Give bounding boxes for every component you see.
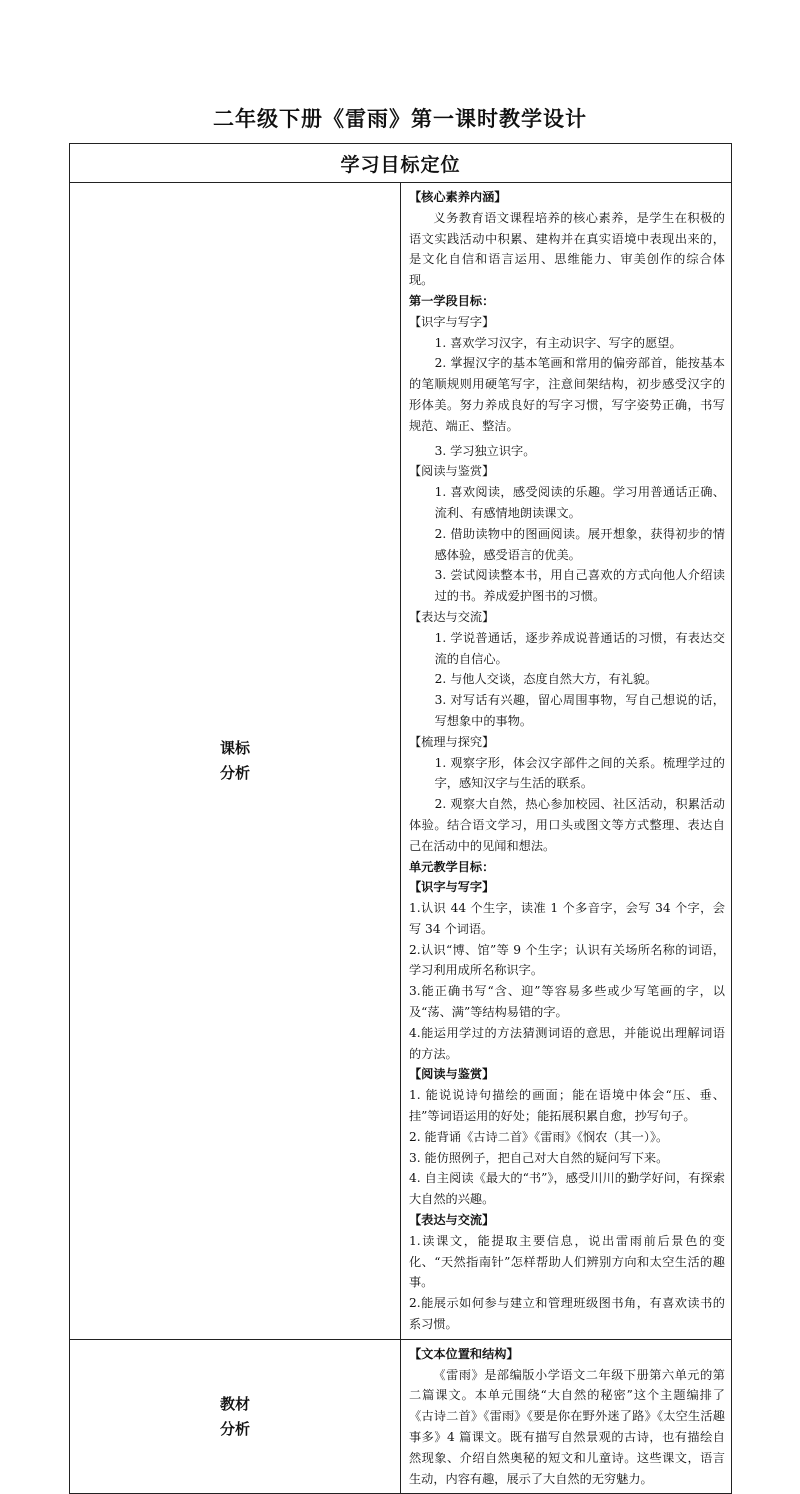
literacy-heading: 【识字与写字】: [409, 314, 495, 329]
material-analysis-row: [70, 1339, 732, 1494]
document-title: 二年级下册《雷雨》第一课时教学设计: [213, 107, 587, 131]
reading-heading: 【阅读与鉴赏】: [409, 464, 495, 479]
label-line: 分析: [219, 763, 250, 782]
explore-heading: 【梳理与探究】: [409, 734, 495, 749]
material-analysis-content: [401, 1339, 732, 1494]
literacy-item: 3. 学习独立识字。: [434, 443, 536, 458]
text-position-text: 《雷雨》是部编版小学语文二年级下册第六单元的第二篇课文。本单元围绕“大自然的秘密”这个主题编排了《古诗二首》《雷雨》《要是你在野外迷了路》《太空生活趣事多》4 篇课文。既有描写自然景观的古诗，也有描绘自然现象、介绍自然奥秘的短文和儿童诗。这些课文，语言生动，内容有趣，展示了大自然的无穷魅力。: [409, 1367, 725, 1486]
label-line: 分析: [219, 1419, 250, 1438]
unit-reading-item: 3. 能仿照例子，把自己对大自然的疑问写下来。: [409, 1150, 669, 1165]
explore-item: 1. 观察字形，体会汉字部件之间的关系。梳理学过的字，感知汉字与生活的联系。: [434, 755, 725, 791]
unit-express-item: 2.能展示如何参与建立和管理班级图书角，有喜欢读书的系习惯。: [409, 1296, 725, 1332]
express-heading: 【表达与交流】: [409, 609, 495, 624]
literacy-item: 2. 掌握汉字的基本笔画和常用的偏旁部首，能按基本的笔顺规则用硬笔写字，注意间架结构，初步感受汉字的形体美。努力养成良好的写字习惯，写字姿势正确，书写规范、端正、整洁。: [409, 356, 725, 433]
unit-reading-item: 1. 能说说诗句描绘的画面；能在语境中体会“压、垂、挂”等词语运用的好处；能拓展积累自愈，抄写句子。: [409, 1088, 725, 1124]
lesson-plan-table: [69, 143, 732, 1494]
unit-literacy-item: 3.能正确书写“含、迎”等容易多些或少写笔画的字，以及“荡、满”等结构易错的字。: [409, 984, 725, 1020]
unit-literacy-item: 2.认识“博、馆”等 9 个生字；认识有关场所名称的词语，学习利用成所名称识字。: [409, 942, 725, 978]
literacy-item: 1. 喜欢学习汉字，有主动识字、写字的愿望。: [434, 335, 682, 350]
express-item: 2. 与他人交谈，态度自然大方，有礼貌。: [434, 672, 658, 687]
reading-item: 2. 借助读物中的图画阅读。展开想象，获得初步的情感体验，感受语言的优美。: [434, 526, 725, 562]
curriculum-analysis-label: [70, 183, 401, 1340]
text-position-heading: 【文本位置和结构】: [409, 1346, 519, 1361]
unit-reading-item: 2. 能背诵《古诗二首》《雷雨》《悯农（其一）》。: [409, 1129, 669, 1144]
express-item: 1. 学说普通话，逐步养成说普通话的习惯，有表达交流的自信心。: [434, 630, 725, 666]
reading-item: 1. 喜欢阅读，感受阅读的乐趣。学习用普通话正确、流利、有感情地朗读课文。: [434, 485, 725, 520]
core-heading: 【核心素养内涵】: [409, 190, 507, 204]
label-line: 教材: [219, 1394, 250, 1413]
unit-reading-item: 4. 自主阅读《最大的“书”》，感受川川的勤学好问，有探索大自然的兴趣。: [409, 1171, 725, 1207]
express-item: 3. 对写话有兴趣，留心周围事物，写自己想说的话，写想象中的事物。: [434, 693, 725, 728]
explore-item: 2. 观察大自然，热心参加校园、社区活动，积累活动体验。结合语文学习，用口头或图文等方式整理、表达自己在活动中的见闻和想法。: [409, 797, 725, 853]
stage-heading: 第一学段目标：: [409, 293, 495, 308]
curriculum-analysis-content: [401, 183, 732, 1340]
label-line: 课标: [219, 738, 250, 757]
unit-reading-heading: 【阅读与鉴赏】: [409, 1067, 495, 1082]
unit-express-item: 1.读课文，能提取主要信息，说出雷雨前后景色的变化、“天然指南针”怎样帮助人们辨别方向和太空生活的趣事。: [409, 1233, 725, 1290]
unit-express-heading: 【表达与交流】: [409, 1213, 495, 1228]
unit-literacy-heading: 【识字与写字】: [409, 880, 495, 895]
curriculum-analysis-row: [70, 183, 732, 1340]
unit-heading: 单元教学目标：: [409, 859, 495, 874]
material-analysis-label: [70, 1339, 401, 1494]
core-text: 义务教育语文课程培养的核心素养，是学生在积极的语文实践活动中积累、建构并在真实语境中表现出来的，是文化自信和语言运用、思维能力、审美创作的综合体现。: [409, 210, 725, 288]
reading-item: 3. 尝试阅读整本书，用自己喜欢的方式向他人介绍读过的书。养成爱护图书的习惯。: [434, 568, 725, 604]
table-banner: 学习目标定位: [70, 144, 732, 183]
unit-literacy-item: 4.能运用学过的方法猜测词语的意思，并能说出理解词语的方法。: [409, 1025, 725, 1061]
unit-literacy-item: 1.认识 44 个生字，读准 1 个多音字，会写 34 个字，会写 34 个词语。: [409, 901, 725, 936]
